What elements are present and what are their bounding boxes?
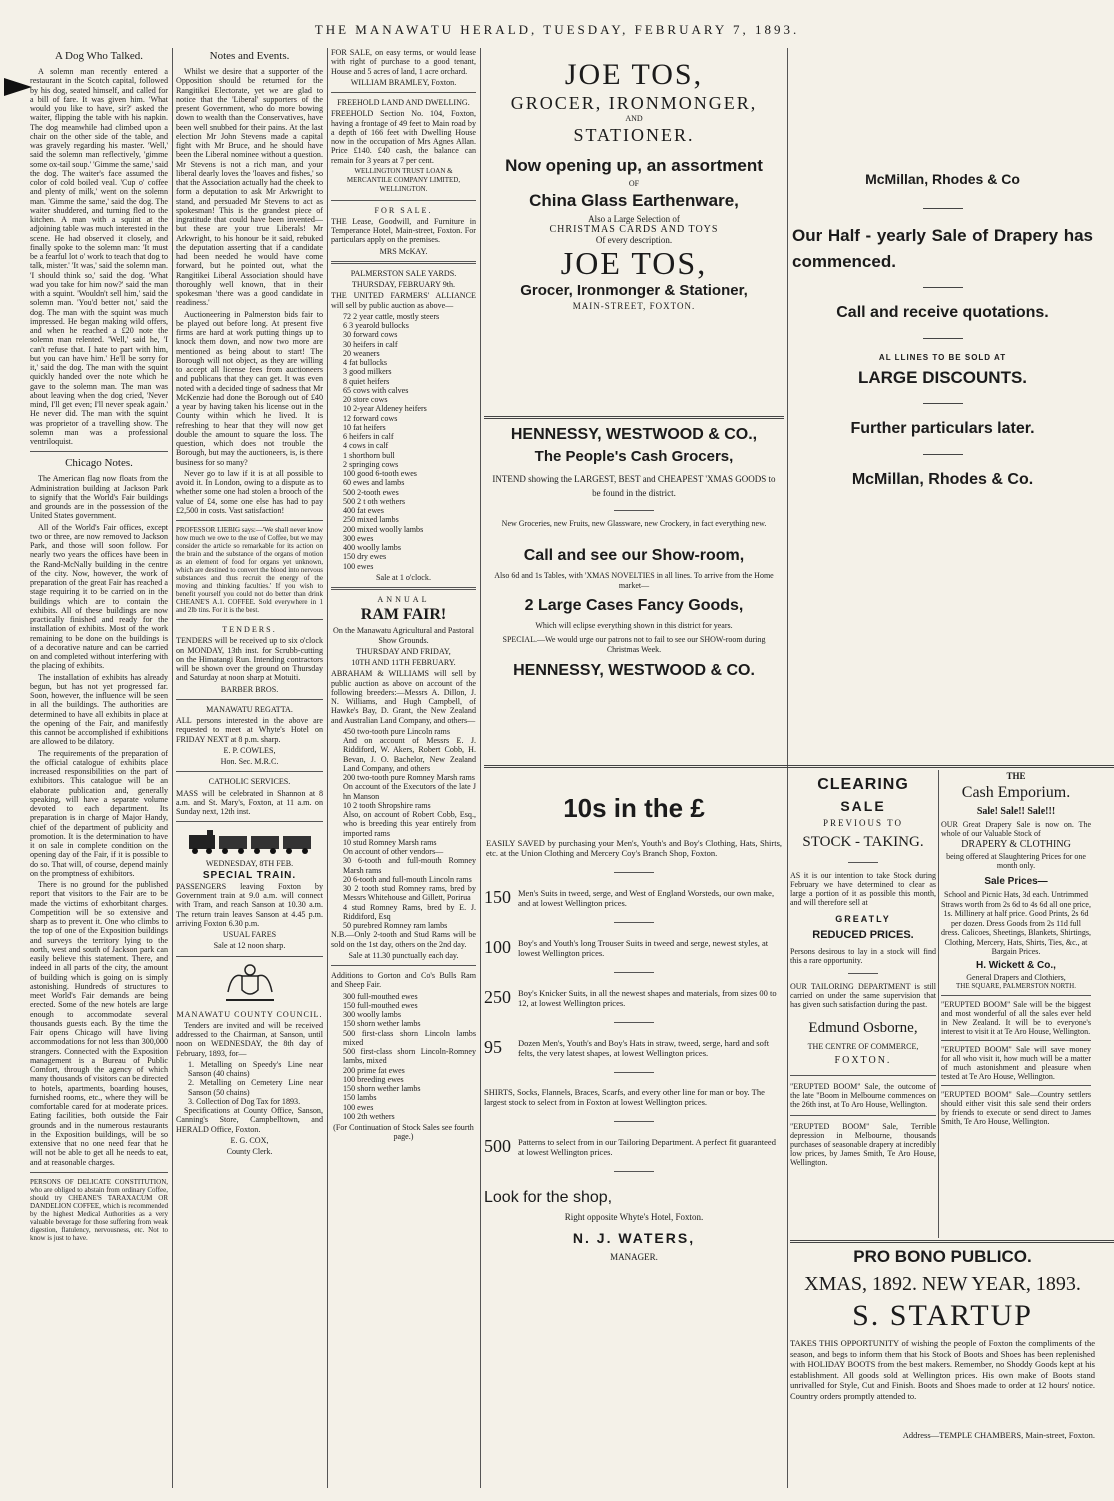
dog-story: A solemn man recently entered a restaurant in the Scotch capital, followed by his dog, seated himself, and called for a bill of fare. It was given him. 'What would you like to have, sir?' asked the waiter, flipping the table with his napkin. The dog meanwhile had climbed upon a chair on the other side of the table, and was gravely regarding his master. 'Well,' said the solemn man reflectively, 'gimme some ox-tail soup.' 'Gimme the same,' said the dog. The waiter's face assumed the color of cold boiled veal. 'Cup o' coffee and plenty of milk,' went on the solemn man. 'Gimme the same,' said the dog. The waiter shuddered, and turning fled to the kitchen. A man with a squint at the adjoining table was much interested in the scene. He had observed it closely, and finally spoke to the solemn man: 'It must be a fearful lot o' work to teach that dog to talk, mister.' 'It was,' said the solemn man. 'I should think so,' said the dog. 'What wad you take for him now?' said the man with a squint. 'Wouldn't sell him,' said the solemn man. 'You'd better not,' said the dog. The man with the squint was much impressed. He began making wild offers, and when he reached a £20 note the solemn man relented. 'Well,' said he, 'I can't refuse that. I hate to part with him, but you can have him.' He'll be sorry for it,' said the dog. The man with the squint quickly handed over the note which he gave to the solemn man. The man was about leaving when the dog cried, 'Never mind, I'll get even; I'll never speak again.' He never did. The man with the squint was proprietor of a travelling show. The solemn man was a professional ventriloquist. [30,67,168,446]
joe-tos-address: MAIN-STREET, FOXTON. [572,301,696,311]
chicago-para: The requirements of the preparation of the official catalogue of exhibits place increased responsibilities on the part of exhibitors. This catalogue will be an elaborate publication and, generally speaking, will have a separate volume devoted to each department. Its preparation is in charge of Major Handy, chief of the department of publicity and promotion. It is the determination to have it on sale in complete condition on the opening day of the Fair, if it is possible to do so. That will, of course, depend mainly on the promptness of exhibitors. [30,748,168,878]
council-specs: Specifications at County Office, Sanson, Canning's Store, Campbelltown, and HERALD Office, Foxton. [176,1106,323,1134]
joe-tos-every: Of every description. [595,235,673,245]
list-item: 100 ewes [343,1102,374,1112]
tens-opposite: Right opposite Whyte's Hotel, Foxton. [564,1212,704,1222]
list-item: 300 ewes [343,533,374,543]
council-items [176,1060,323,1106]
list-item: 1. Metalling on Speedy's Line near Sanson (40 chains) [188,1059,323,1078]
list-item: 300 woolly lambs [343,1010,402,1019]
forsale-signature: WILLIAM BRAMLEY, Foxton. [350,77,457,87]
mcmillan-name: McMillan, Rhodes & Co [865,171,1020,187]
emporium-offered: being offered at Slaughtering Prices for one month only. [946,852,1086,870]
notes-para: Never go to law if it is at all possible to avoid it. In London, owing to a dispute as to whether some one had stolen a brooch of the value of £4, some one else has had to pay £2,500 in costs. Vast satisfaction! [176,468,323,515]
column-1 [30,48,168,1488]
regatta-signature: E. P. COWLES, [223,745,276,755]
list-item: 30 6-tooth and full-mouth Romney Marsh rams [343,856,476,875]
tens-row [484,887,784,908]
tens-row-number: 95 [484,1037,502,1057]
list-item: 400 woolly lambs [343,543,402,552]
mcmillan-lines: AL LLINES TO BE SOLD AT [878,353,1007,362]
tens-look: Look for the shop, [484,1189,613,1206]
joe-tos-stationer: STATIONER. [573,125,695,145]
yards-text: THE UNITED FARMERS' ALLIANCE will sell by public auction as above— [331,291,476,310]
forsale2-heading: FOR SALE. [374,205,433,215]
list-item: 200 mixed woolly lambs [343,524,424,534]
clearing-ad [790,770,936,1238]
emporium-the: THE [1006,771,1026,781]
hennessy-new: New Groceries, new Fruits, new Glassware, new Crockery, in fact everything new. [501,519,767,528]
tenders-signature: BARBER BROS. [220,684,279,694]
chicago-para: The installation of exhibits has already begun, but has not yet progressed far. Soon, however, the influence will be seen in all the buildings. The authorities are determined to have all exhibits in place at the opening of the Fair, and manifestly this cannot be accomplished if exhibitions are allowed to be dilatory. [30,672,168,747]
list-item: 4 fat bullocks [343,358,388,367]
startup-xmas: XMAS, 1892. NEW YEAR, 1893. [804,1273,1081,1295]
masthead [0,0,1114,40]
train-illustration [185,827,315,855]
list-item: 10 2 tooth Shropshire rams [343,800,431,810]
tens-row [484,987,784,1008]
divider [484,765,1114,768]
list-item: 3 good milkers [343,367,392,377]
ram-text: ABRAHAM & WILLIAMS will sell by public auction as above on account of the following breeders:—Messrs A. Dillon, J. N. Williams, and Hugh Campbell, of Hawke's Bay, D. Grant, the New Zealand and Australian Land Company, and others— [331,669,476,725]
hennessy-ad [484,424,784,760]
list-item: 200 prime fat ewes [343,1065,405,1075]
list-item: 30 2 tooth stud Romney rams, bred by Messrs Whitehouse and Gillett, Porirua [343,884,476,903]
list-item: 60 ewes and lambs [343,478,405,488]
startup-ad [790,1244,1095,1489]
council-text: Tenders are invited and will be received addressed to the Chairman, at Sanson, until noon on WEDNESDAY, the 8th day of February, 1893, for— [176,1020,323,1058]
chicago-para: The American flag now floats from the Administration building at Jackson Park to signify that the World's Fair buildings and grounds are in the possession of the United States government. [30,474,168,521]
list-item: 200 two-tooth pure Romney Marsh rams [343,773,475,782]
ram-heading: RAM FAIR! [360,606,447,624]
stock-list [331,312,476,571]
chicago-title: Chicago Notes. [65,457,133,470]
list-item: 100 ewes [343,561,374,571]
regatta-text: ALL persons interested in the above are requested to meet at Whyte's Hotel on FRIDAY NEXT at 8 p.m. sharp. [176,716,323,744]
tens-row-text: Men's Suits in tweed, serge, and West of England Worsteds, our own make, and at lowest Wellington prices. [518,887,775,908]
hennessy-special: SPECIAL.—We would urge our patrons not to fail to see our SHOW-room during Christmas Week. [502,635,766,654]
hennessy-tagline: The People's Cash Grocers, [534,448,734,465]
list-item: 10 stud Romney Marsh rams [343,837,437,847]
list-item: 72 2 year cattle, mostly steers [343,311,440,321]
hennessy-name: HENNESSY, WESTWOOD & CO., [510,426,758,443]
forsale2-signature: MRS McKAY. [379,246,428,256]
startup-pro: PRO BONO PUBLICO. [853,1247,1032,1266]
clearing-body: AS it is our intention to take Stock during February we have determined to clear as large a portion of it as possible this month, and will therefore sell at [790,871,936,907]
notes-para: Auctioneering in Palmerston bids fair to be played out before long. At present five firms are hard at work putting things up to knock them down, and now two more are mentioned as being about to start! The Borough will not object, as they are willing to accept all license fees from auctioneers and publicans that they can get. It was even noted with a decided tinge of sadness that Mr McKenzie had done the Borough out of £40 a year by having taken his license out in the County within which he lived. It is refreshing to hear that they will now get double the amount to square the loss. The question, which does not trouble the Borough, but may the auctioneers, is, is there business for so many? [176,309,323,467]
joe-tos-also: Also a Large Selection of [588,214,680,224]
list-item: 30 forward cows [343,330,398,340]
joe-tos-opening: Now opening up, an assortment [505,156,763,175]
tens-shirts: SHIRTS, Socks, Flannels, Braces, Scarfs, and every other line for man or boy. The largest stock to select from in Foxton at lowest Wellington prices. [484,1087,765,1107]
clearing-tailor: OUR TAILORING DEPARTMENT is still carried on under the same supervision that has given such satisfaction during the past. [790,982,936,1009]
emporium-erupted-2: "ERUPTED BOOM" Sale will save money for all who visit it, how much will be a matter of much astonishment and pleasure when tested at Te Aro House, Wellington. [941,1044,1091,1081]
emporium-square: THE SQUARE, PALMERSTON NORTH. [956,981,1076,990]
continued-note: (For Continuation of Stock Sales see fourth page.) [333,1123,474,1142]
column-rule [172,48,173,1488]
list-item: 250 mixed lambs [343,515,399,525]
joe-tos-trades: GROCER, IRONMONGER, [510,93,758,113]
emporium-sale: Sale! Sale!! Sale!!! [976,806,1056,817]
tens-row-number: 500 [484,1136,511,1156]
list-item: On account of other vendors— [343,847,444,856]
clearing-greatly: GREATLY [835,914,891,924]
notes-para: Whilst we desire that a supporter of the Opposition should be returned for the Rangitikei Electorate, yet we are glad to notice that the 'Liberal' supporters of the present Government, who do more bowing down to wealth than the Conservatives, have been well snubbed for their pains. At the last election Mr John Stevens made a capital fight with Mr Bruce, and he should have been the Liberal nominee without a question. Mr Stevens is not a rich man, and your liberal dearly loves the 'loaves and fishes,' so that the Association actually had the cheek to form a deputation to ask Mr Arkwright to stand, and persuaded Mr Stevens to act as spokesman! This is the grandest piece of ingratitude that could have been invented—but these are your true Liberals! Mr Arkwright, to his honour be it said, rebuked the deputation asserting that if a candidate had been needed he would have come forward, but he pointed out, what the Rangitikei Liberal Association should have thoroughly well known, that in their spokesman 'there was a good candidate in readiness.' [176,67,323,308]
list-item: 20 6-tooth and full-mouth Lincoln rams [343,874,472,884]
list-item: 2. Metalling on Cemetery Line near Sanson (50 chains) [188,1078,323,1097]
gorton-list [331,992,476,1122]
mcmillan-discounts: LARGE DISCOUNTS. [857,368,1028,387]
emporium-erupted-1: "ERUPTED BOOM" Sale will be the biggest and most wonderful of all the sales ever held in New Zealand. It will be to everyone's interest to visit it at Te Aro House, Wellington. [941,999,1091,1036]
list-item: Also, on account of Robert Cobb, Esq., who is breeding this year entirely from imported rams [343,810,476,838]
emporium-heading: Cash Emporium. [961,784,1071,801]
list-item: 150 shorn wether lambs [343,1019,421,1029]
column-rule [327,48,328,1488]
forsale2-text: THE Lease, Goodwill, and Furniture in Temperance Hotel, Main-street, Foxton. For particulars apply on the premises. [331,216,476,245]
yards-heading: PALMERSTON SALE YARDS. [350,268,457,278]
emporium-prices: School and Picnic Hats, 3d each. Untrimmed Straws worth from 2s 6d to 4s 6d all one price, 1s. Millinery at half price. Good Prints, 2s 6d per dozen. Dress Goods from 2s 11d full dress. Calicoes, Sheetings, Blankets, Shirtings, Clothing, Mercery, Hats, Shirts, Ties, &c., at Bargain Prices. [941,890,1091,956]
masthead-text: THE MANAWATU HERALD, TUESDAY, FEBRUARY 7, 1893. [314,22,800,37]
joe-tos-ad [484,58,784,368]
list-item: 6 3 yearold bullocks [343,321,409,330]
emporium-general: General Drapers and Clothiers, [966,972,1066,982]
mcmillan-further: Further particulars later. [850,420,1035,437]
list-item: 300 full-mouthed ewes [343,991,418,1001]
joe-tos-and: AND [625,114,643,123]
list-item: 1 shorthorn bull [343,450,395,460]
list-item: 400 fat ewes [343,506,384,515]
divider [484,416,784,419]
notes-title: Notes and Events. [209,50,290,62]
joe-tos-name-2: JOE TOS, [560,245,708,281]
tens-ad [484,778,784,1378]
train-date: WEDNESDAY, 8TH FEB. [205,859,294,869]
clearing-stock: STOCK - TAKING. [802,834,924,850]
list-item: 500 first-class shorn Lincoln-Romney lambs, mixed [343,1047,476,1066]
list-item: On account of the Executors of the late J hn Manson [343,782,476,801]
column-rule [480,48,481,1488]
tens-row-number: 150 [484,887,511,907]
clearing-h1: CLEARING [817,776,909,793]
ram-date: THURSDAY AND FRIDAY, [356,646,451,656]
list-item: 100 good 6-tooth ewes [343,469,417,478]
startup-body: TAKES THIS OPPORTUNITY of wishing the people of Foxton the compliments of the season, and begs to inform them that his Stock of Boots and Shoes has been replenished with HOLIDAY BOOTS from the best makers. Remember, no Shoddy Goods kept at his establishment. All goods sold at Wellington prices. His own make of Boots stand unrivalled for Style, Cut and Finish. Boots and Shoes made to order at 12 hours' notice. Country orders promptly attended to. [790,1338,1095,1401]
catholic-text: MASS will be celebrated in Shannon at 8 a.m. and St. Mary's, Foxton, at 11 a.m. on Sunday next, 12th inst. [176,788,323,816]
joe-tos-of: OF [628,179,640,188]
list-item: And on account of Messrs E. J. Riddiford, W. Akers, Robert Cobb, H. Bevan, J. O. Bachelor, New Zealand Land Company, and others [343,736,476,773]
train-fares: USUAL FARES [222,930,277,939]
mcmillan-call: Call and receive quotations. [836,304,1049,321]
tens-intro: EASILY SAVED by purchasing your Men's, Youth's and Boy's Clothing, Hats, Shirts, etc. at the Union Clothing and Mercery Coy's Branch Shop, Foxton. [486,838,782,858]
regatta-heading: MANAWATU REGATTA. [206,704,293,714]
tenders-heading: TENDERS. [222,625,277,634]
train-heading: SPECIAL TRAIN. [202,869,297,881]
sale-time: Sale at 1 o'clock. [376,572,431,582]
divider [790,1240,1114,1243]
startup-address: Address—TEMPLE CHAMBERS, Main-street, Foxton. [902,1430,1095,1440]
tens-row [484,1037,784,1058]
list-item: 150 full-mouthed ewes [343,1000,418,1010]
train-sale: Sale at 12 noon sharp. [213,941,286,951]
clearing-prev: PREVIOUS TO [823,818,903,828]
list-item: 20 weaners [343,348,380,358]
emporium-body: OUR Great Drapery Sale is now on. The whole of our Valuable Stock of [941,820,1091,838]
clearing-foxton: FOXTON. [834,1055,892,1066]
list-item: 100 breeding ewes [343,1074,404,1084]
emporium-ad [941,770,1091,1238]
hennessy-cases: 2 Large Cases Fancy Goods, [524,597,744,614]
council-signature: E. G. COX, [230,1135,269,1145]
list-item: 30 heifers in calf [343,339,398,349]
list-item: 65 cows with calves [343,385,409,395]
tens-waters: N. J. WATERS, [572,1230,696,1246]
list-item: 8 quiet heifers [343,376,390,386]
list-item: 450 two-tooth pure Lincoln rams [343,726,450,736]
tens-row-text: Dozen Men's, Youth's and Boy's Hats in straw, tweed, serge, hard and soft felts, the very latest shapes, at lowest Wellington prices. [518,1037,770,1058]
tens-row-text: Boy's and Youth's long Trouser Suits in tweed and serge, newest styles, at lowest Wellington prices. [518,937,769,958]
mcmillan-ad [790,164,1095,664]
emporium-prices-heading: Sale Prices— [984,876,1048,887]
clearing-h2: SALE [840,798,886,814]
joe-tos-cards: CHRISTMAS CARDS AND TOYS [549,224,719,235]
hennessy-name-2: HENNESSY, WESTWOOD & CO. [513,662,755,679]
tens-row-number: 100 [484,937,511,957]
ram-nb: N.B.—Only 2-tooth and Stud Rams will be sold on the 1st day, others on the 2nd day. [331,930,476,949]
train-text: PASSENGERS leaving Foxton by Government train at 9.0 a.m. will connect with Tram, and reach Sanson at 10.30 a.m. The return train leaves Sanson at 4.45 p.m. arriving Foxton 6.30 p.m. [176,881,323,928]
council-signature: County Clerk. [226,1147,273,1156]
list-item: 50 purebred Romney ram lambs [343,921,448,930]
emporium-erupted-3: "ERUPTED BOOM" Sale—Country settlers should either visit this sale send their orders by friends to execute or send direct to James Smith, Te Aro House, Wellington. [941,1089,1091,1126]
tenders-text: TENDERS will be received up to six o'clock on MONDAY, 13th inst. for Scrubb-cutting on the Himatangi Run. Intending contractors will be shown over the ground on Thursday and Saturday at noon sharp at Motuiti. [176,636,323,683]
joe-tos-grocer: Grocer, Ironmonger & Stationer, [520,282,748,299]
list-item: 500 2-tooth ewes [343,487,399,497]
regatta-signature: Hon. Sec. M.R.C. [220,757,279,766]
list-item: 150 dry ewes [343,552,387,562]
ram-where: On the Manawatu Agricultural and Pastoral Show Grounds. [333,626,474,645]
hennessy-intend: INTEND showing the LARGEST, BEST and CHEAPEST 'XMAS GOODS to be found in the district. [492,474,776,498]
ram-annual: ANNUAL [377,595,430,604]
tens-row [484,1136,784,1157]
emporium-drapery: DRAPERY & CLOTHING [961,839,1071,850]
emporium-wickett: H. Wickett & Co., [976,959,1056,971]
ram-list [331,727,476,931]
list-item: 150 shorn wether lambs [343,1084,421,1093]
clearing-erupted-1: "ERUPTED BOOM" Sale, the outcome of the late "Boom in Melbourne commences on the 26th inst, at To Aro House, Wellington. [790,1082,936,1109]
catholic-heading: CATHOLIC SERVICES. [208,777,291,787]
liebig-notice: PROFESSOR LIEBIG says:—'We shall never know how much we owe to the use of Coffee, but we may consider the article so remarkable for its action on the brain and the substance of the organs of motion as an element of food for organs yet unknown, which are destined to convert the blood into nervous substances and thus recruit the energy of the moving and thinking faculties.' If you wish to benefit yourself you could not do better than drink CHEANE'S A.1. COFFEE. Sold everywhere in 1 and 2lb tins. For it is the best. [176,526,323,614]
tens-title: 10s in the £ [563,793,705,823]
forsale-text: FOR SALE, on easy terms, or would lease with right of purchase to a good tenant, House and 5 acres of land, 1 acre orchard. [331,48,476,76]
coffee-notice: PERSONS OF DELICATE CONSTITUTION, who are obliged to abstain from ordinary Coffee, should try CHEANE'S TARAXACUM OR DANDELION COFFEE, which is recommended by the highest Medical Authorities as a very valuable beverage for those suffering from weak digestion, flatulency, nervousness, etc. Not to know is just to have. [30,1177,168,1242]
clearing-edmund: Edmund Osborne, [808,1020,918,1036]
freehold-heading: FREEHOLD LAND AND DWELLING. [337,98,470,107]
list-item: 4 cows in calf [343,441,389,451]
yards-date: THURSDAY, FEBRUARY 9th. [351,280,456,289]
list-item: 500 2 t oth wethers [343,496,406,506]
mcmillan-half: Our Half - yearly Sale of Drapery has commenced. [792,226,1093,271]
list-item: 10 fat heifers [343,422,386,432]
list-item: 4 stud Romney Rams, bred by E. J. Riddiford, Esq [343,902,476,921]
chicago-para: All of the World's Fair offices, except two or three, are now removed to Jackson Park, and those will soon follow. For nearly two years the offices have been in the Rand-McNally building in the centre of the city. Now, however, the work of preparation of the great Fair has reached a stage requiring it to be carried on in the buildings which are to contain the exhibits. All of these buildings are now practically finished and ready for the installation of exhibits. Most of the work remaining to be done on the buildings is of a decorative nature and can be carried on and completed without interfering with the placing of exhibits. [30,522,168,671]
list-item: 150 lambs [343,1093,377,1103]
chicago-para: There is no ground for the published report that visitors to the Fair are to be made the victims of exhorbitant charges. Competition will be so extensive and sharp as to prevent it. One who climbs to the top of one of the Exposition buildings and surveys the territory lying to the north, west and south of Jackson park can easily believe this statement. There, and indeed in all parts of the city, the amount of building which is going on is simply astonishing. Hundreds of structures to meet World's Fair demands are being erected. Some of the new hotels are large enough to accommodate several thousands guests each. By the time the Fair opens Chicago will have living accommodations for not less than 300,000 strangers. Connected with the Exposition management is a Bureau of Public Comfort, through the agency of which many thousands of visitors can be directed to hotels, apartments, boarding houses, furnished rooms, etc., where they will be comfortable cared for at moderate prices. Eating facilities, both outside the Fair grounds and in the numerous restaurants in the Exposition buildings, will be so extensive that no one need fear that he will not be able to get all he needs to eat, and at reasonable charges. [30,880,168,1167]
clearing-erupted-2: "ERUPTED BOOM" Sale, Terrible depression in Melbourne, thousands purchases of seasonable drapery at incredibly low prices, by James Smith, Te Aro House, Wellington. [790,1122,936,1167]
list-item: 10 2-year Aldeney heifers [343,404,427,414]
mcmillan-name-2: McMillan, Rhodes & Co. [851,471,1034,488]
joe-tos-name: JOE TOS, [564,58,704,91]
tens-row [484,937,784,958]
divider [938,770,939,1238]
list-item: 6 heifers in calf [343,432,394,441]
freehold-signature: WELLINGTON TRUST LOAN & MERCANTILE COMPANY LIMITED, WELLINGTON. [346,166,461,194]
clearing-centre: THE CENTRE OF COMMERCE, [807,1042,919,1051]
tens-row-number: 250 [484,987,511,1007]
column-3 [331,48,476,1488]
hennessy-call: Call and see our Show-room, [523,547,745,564]
column-2 [176,48,323,1488]
list-item: 3. Collection of Dog Tax for 1893. [188,1096,301,1106]
startup-name: S. STARTUP [852,1299,1033,1332]
list-item: 12 forward cows [343,413,398,423]
clearing-reduced: REDUCED PRICES. [812,929,914,941]
dog-title: A Dog Who Talked. [54,50,144,62]
hennessy-tables: Also 6d and 1s Tables, with 'XMAS NOVELTIES in all lines. To arrive from the Home market— [494,571,774,590]
list-item: 2 springing cows [343,459,399,469]
hennessy-eclipse: Which will eclipse everything shown in this district for years. [535,621,733,630]
freehold-text: FREEHOLD Section No. 104, Foxton, having a frontage of 49 feet to Main road by a depth of 166 feet with Dwelling House now in the occupation of Mrs Agnes Allan. Price £140. £40 cash, the balance can remain for 3 years at 7 per cent. [331,109,476,165]
tens-row-text: Boy's Knicker Suits, in all the newest shapes and materials, from sizes 00 to 12, at lowest Wellington prices. [518,987,777,1008]
joe-tos-china: China Glass Earthenware, [529,191,739,210]
council-heading: MANAWATU COUNTY COUNCIL. [176,1009,323,1019]
tens-manager: MANAGER. [610,1252,658,1262]
tens-row-text: Patterns to select from in our Tailoring Department. A perfect fit guaranteed at lowest Wellington prices. [518,1136,776,1157]
list-item: 100 2th wethers [343,1111,395,1121]
arrow-marker [4,78,32,96]
clearing-desirous: Persons desirous to lay in a stock will find this a rare opportunity. [790,947,936,965]
coat-of-arms-icon [220,962,280,1006]
ram-date2: 10TH AND 11TH FEBRUARY. [351,658,456,667]
column-rule [787,48,788,1488]
list-item: 20 store cows [343,395,388,404]
list-item: 500 first-class shorn Lincoln lambs mixed [343,1028,476,1047]
gorton-text: Additions to Gorton and Co's Bulls Ram and Sheep Fair. [331,971,476,990]
ram-time: Sale at 11.30 punctually each day. [348,950,459,960]
